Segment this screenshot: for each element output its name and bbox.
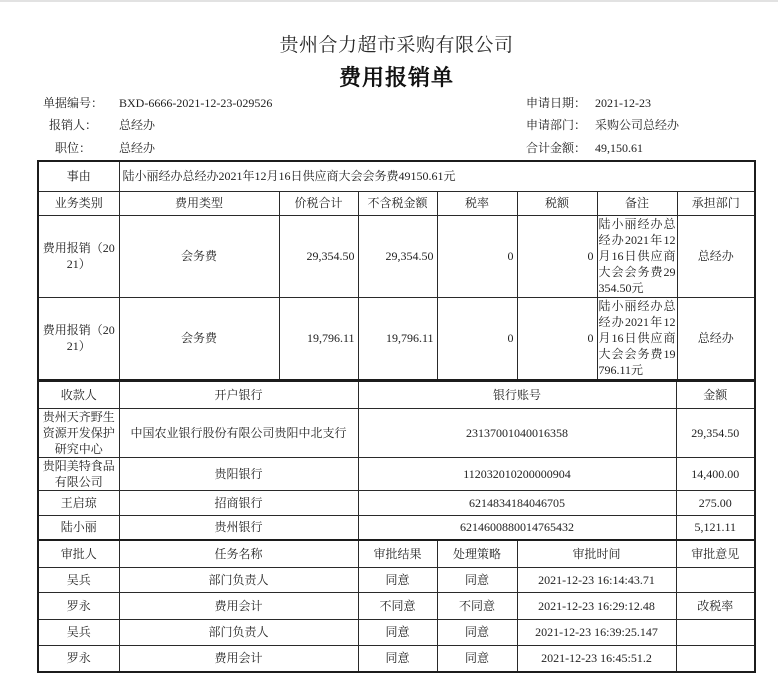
tax-amount: 0 (517, 297, 597, 380)
approval-time: 2021-12-23 16:29:12.48 (517, 592, 676, 619)
payee-bank: 中国农业银行股份有限公司贵阳中北支行 (119, 408, 358, 457)
business-category: 费用报销（2021） (38, 215, 119, 297)
payee-bank: 贵州银行 (119, 515, 358, 540)
position-value: 总经办 (119, 141, 156, 155)
expense-header-row (38, 191, 755, 215)
approval-result: 同意 (358, 567, 437, 592)
position-label: 职位： (54, 141, 91, 155)
payee-amount: 275.00 (676, 490, 755, 515)
company-name: 贵州合力超市采购有限公司 (279, 35, 514, 56)
approval-comment (676, 645, 755, 672)
col-tax-amount: 税额 (517, 191, 597, 215)
net-amount: 29,354.50 (358, 215, 437, 297)
approver: 吴兵 (38, 567, 119, 592)
col-business-category: 业务类别 (38, 191, 119, 215)
payee-account: 23137001040016358 (358, 408, 676, 457)
payee-bank: 招商银行 (119, 490, 358, 515)
payee-row (38, 490, 755, 515)
tax-amount: 0 (517, 215, 597, 297)
payee-row (38, 408, 755, 457)
col-tax-rate: 税率 (437, 191, 517, 215)
approver: 吴兵 (38, 619, 119, 645)
col-approver: 审批人 (38, 540, 119, 567)
approval-row (38, 592, 755, 619)
col-total-with-tax: 价税合计 (279, 191, 358, 215)
approval-result: 不同意 (358, 592, 437, 619)
apply-department-value: 采购公司总经办 (595, 118, 680, 132)
approval-table (37, 539, 756, 673)
apply-date-value: 2021-12-23 (595, 96, 651, 110)
tax-rate: 0 (437, 297, 517, 380)
payee-bank: 贵阳银行 (119, 457, 358, 490)
payee-name: 贵阳美特食品有限公司 (38, 457, 119, 490)
payee-amount: 29,354.50 (676, 408, 755, 457)
top-divider (0, 0, 778, 2)
approval-time: 2021-12-23 16:45:51.2 (517, 645, 676, 672)
payee-amount: 14,400.00 (676, 457, 755, 490)
form-title: 费用报销单 (338, 65, 454, 90)
payee-account: 6214600880014765432 (358, 515, 676, 540)
handling-strategy: 同意 (437, 567, 517, 592)
task-name: 部门负责人 (119, 619, 358, 645)
approver: 罗永 (38, 645, 119, 672)
approval-time: 2021-12-23 16:39:25.147 (517, 619, 676, 645)
expense-row (38, 215, 755, 297)
total-amount-label: 合计金额： (526, 141, 587, 155)
task-name: 费用会计 (119, 645, 358, 672)
col-amount: 金额 (676, 381, 755, 408)
approval-result: 同意 (358, 619, 437, 645)
net-amount: 19,796.11 (358, 297, 437, 380)
col-approval-result: 审批结果 (358, 540, 437, 567)
col-bank: 开户银行 (119, 381, 358, 408)
task-name: 费用会计 (119, 592, 358, 619)
col-account: 银行账号 (358, 381, 676, 408)
reason-label: 事由 (38, 161, 119, 191)
approval-comment (676, 567, 755, 592)
total-with-tax: 29,354.50 (279, 215, 358, 297)
document-number-label: 单据编号： (42, 96, 103, 110)
payee-name: 贵州天齐野生资源开发保护研究中心 (38, 408, 119, 457)
claimant-label: 报销人： (48, 118, 97, 132)
expense-table (37, 160, 756, 381)
approver: 罗永 (38, 592, 119, 619)
task-name: 部门负责人 (119, 567, 358, 592)
approval-header-row (38, 540, 755, 567)
handling-strategy: 不同意 (437, 592, 517, 619)
claimant-value: 总经办 (119, 118, 156, 132)
reason-row (38, 161, 755, 191)
total-with-tax: 19,796.11 (279, 297, 358, 380)
bearing-department: 总经办 (677, 215, 755, 297)
handling-strategy: 同意 (437, 645, 517, 672)
expense-type: 会务费 (119, 297, 279, 380)
bearing-department: 总经办 (677, 297, 755, 380)
document-number-value: BXD-6666-2021-12-23-029526 (119, 96, 273, 110)
reason-value: 陆小丽经办总经办2021年12月16日供应商大会会务费49150.61元 (119, 161, 755, 191)
payee-account: 6214834184046705 (358, 490, 676, 515)
approval-result: 同意 (358, 645, 437, 672)
tax-rate: 0 (437, 215, 517, 297)
approval-time: 2021-12-23 16:14:43.71 (517, 567, 676, 592)
approval-row (38, 645, 755, 672)
approval-comment: 改税率 (676, 592, 755, 619)
col-approval-time: 审批时间 (517, 540, 676, 567)
col-approval-comment: 审批意见 (676, 540, 755, 567)
payee-table (37, 380, 756, 541)
note: 陆小丽经办总经办2021年12月16日供应商大会会务费19796.11元 (597, 297, 677, 380)
approval-row (38, 619, 755, 645)
approval-comment (676, 619, 755, 645)
payee-amount: 5,121.11 (676, 515, 755, 540)
expense-row (38, 297, 755, 380)
total-amount-value: 49,150.61 (595, 141, 643, 155)
col-bearing-department: 承担部门 (677, 191, 755, 215)
apply-date-label: 申请日期： (526, 96, 587, 110)
payee-name: 陆小丽 (38, 515, 119, 540)
expense-type: 会务费 (119, 215, 279, 297)
col-handling-strategy: 处理策略 (437, 540, 517, 567)
payee-header-row (38, 381, 755, 408)
payee-account: 112032010200000904 (358, 457, 676, 490)
col-task-name: 任务名称 (119, 540, 358, 567)
payee-row (38, 457, 755, 490)
business-category: 费用报销（2021） (38, 297, 119, 380)
approval-row (38, 567, 755, 592)
col-payee: 收款人 (38, 381, 119, 408)
note: 陆小丽经办总经办2021年12月16日供应商大会会务费29354.50元 (598, 216, 676, 296)
payee-row (38, 515, 755, 540)
col-expense-type: 费用类型 (119, 191, 279, 215)
apply-department-label: 申请部门： (526, 118, 587, 132)
col-net-amount: 不含税金额 (358, 191, 437, 215)
handling-strategy: 同意 (437, 619, 517, 645)
payee-name: 王启琼 (38, 490, 119, 515)
col-note: 备注 (597, 191, 677, 215)
